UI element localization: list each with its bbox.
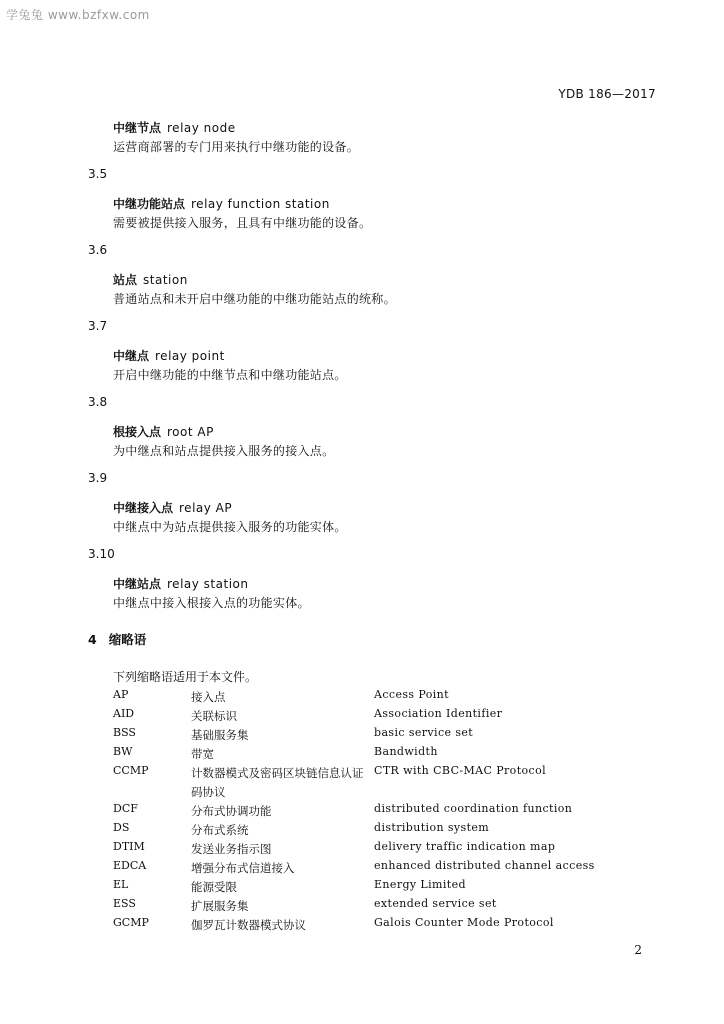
abbr-code: AID — [113, 707, 135, 720]
abbr-chinese: 增强分布式信道接入 — [191, 861, 295, 875]
abbr-chinese: 伽罗瓦计数器模式协议 — [191, 918, 306, 932]
abbr-english: Association Identifier — [374, 707, 503, 720]
abbr-english: basic service set — [374, 726, 474, 739]
term-definition: 运营商部署的专门用来执行中继功能的设备。 — [113, 140, 360, 154]
abbr-english: CTR with CBC-MAC Protocol — [374, 764, 547, 777]
term-en: relay AP — [179, 501, 233, 515]
term-en: station — [143, 273, 188, 287]
section-number: 3.8 — [88, 395, 108, 409]
term-heading — [113, 575, 248, 592]
term-heading — [113, 119, 236, 136]
term-zh: 中继接入点 — [113, 501, 174, 515]
abbr-chinese: 计数器模式及密码区块链信息认证码协议 — [191, 766, 364, 799]
intro-text: 下列缩略语适用于本文件。 — [113, 670, 258, 684]
abbr-chinese: 分布式协调功能 — [191, 804, 272, 818]
term-zh: 站点 — [113, 273, 138, 287]
abbr-chinese: 带宽 — [191, 747, 214, 761]
abbr-chinese: 接入点 — [191, 690, 226, 704]
chapter-number: 4 — [88, 632, 97, 647]
term-heading — [113, 423, 214, 440]
term-en: relay function station — [191, 197, 330, 211]
term-zh: 中继节点 — [113, 121, 162, 135]
term-definition: 中继点中为站点提供接入服务的功能实体。 — [113, 520, 347, 534]
abbr-code: BW — [113, 745, 133, 758]
term-definition: 为中继点和站点提供接入服务的接入点。 — [113, 444, 335, 458]
term-en: relay node — [167, 121, 236, 135]
abbr-english: enhanced distributed channel access — [374, 859, 595, 872]
term-en: root AP — [167, 425, 214, 439]
standard-code: YDB 186—2017 — [558, 87, 656, 101]
abbr-chinese: 基础服务集 — [191, 728, 249, 742]
term-definition: 开启中继功能的中继节点和中继功能站点。 — [113, 368, 347, 382]
abbr-code: DTIM — [113, 840, 145, 853]
term-zh: 根接入点 — [113, 425, 162, 439]
section-number: 3.7 — [88, 319, 108, 333]
abbr-code: CCMP — [113, 764, 149, 777]
abbr-code: ESS — [113, 897, 136, 910]
term-definition: 需要被提供接入服务，且具有中继功能的设备。 — [113, 216, 372, 230]
abbr-english: Bandwidth — [374, 745, 438, 758]
abbr-english: extended service set — [374, 897, 497, 910]
term-en: relay point — [155, 349, 225, 363]
term-definition: 普通站点和未开启中继功能的中继功能站点的统称。 — [113, 292, 396, 306]
section-number: 3.10 — [88, 547, 115, 561]
abbr-english: Access Point — [374, 688, 449, 701]
abbr-chinese: 能源受限 — [191, 880, 237, 894]
term-heading — [113, 347, 225, 364]
abbr-code: AP — [113, 688, 129, 701]
abbr-english: Energy Limited — [374, 878, 466, 891]
abbr-chinese: 发送业务指示图 — [191, 842, 272, 856]
abbr-chinese: 扩展服务集 — [191, 899, 249, 913]
term-zh: 中继点 — [113, 349, 150, 363]
abbr-code: DCF — [113, 802, 138, 815]
abbr-chinese: 关联标识 — [191, 709, 237, 723]
chapter-title: 缩略语 — [108, 632, 147, 647]
term-heading — [113, 271, 188, 288]
term-definition: 中继点中接入根接入点的功能实体。 — [113, 596, 310, 610]
abbr-code: GCMP — [113, 916, 149, 929]
abbr-english: delivery traffic indication map — [374, 840, 556, 853]
watermark: 学兔兔 www.bzfxw.com — [6, 8, 150, 22]
term-zh: 中继站点 — [113, 577, 162, 591]
section-number: 3.5 — [88, 167, 108, 181]
abbr-code: DS — [113, 821, 130, 834]
term-zh: 中继功能站点 — [113, 197, 186, 211]
section-number: 3.9 — [88, 471, 108, 485]
abbr-chinese: 分布式系统 — [191, 823, 249, 837]
abbr-english: distribution system — [374, 821, 490, 834]
abbr-code: BSS — [113, 726, 136, 739]
page-number: 2 — [634, 943, 642, 957]
chapter-heading — [88, 630, 146, 648]
abbr-english: Galois Counter Mode Protocol — [374, 916, 554, 929]
term-heading — [113, 195, 330, 212]
section-number: 3.6 — [88, 243, 108, 257]
term-en: relay station — [167, 577, 249, 591]
abbr-code: EDCA — [113, 859, 147, 872]
term-heading — [113, 499, 232, 516]
abbr-english: distributed coordination function — [374, 802, 573, 815]
abbr-code: EL — [113, 878, 129, 891]
